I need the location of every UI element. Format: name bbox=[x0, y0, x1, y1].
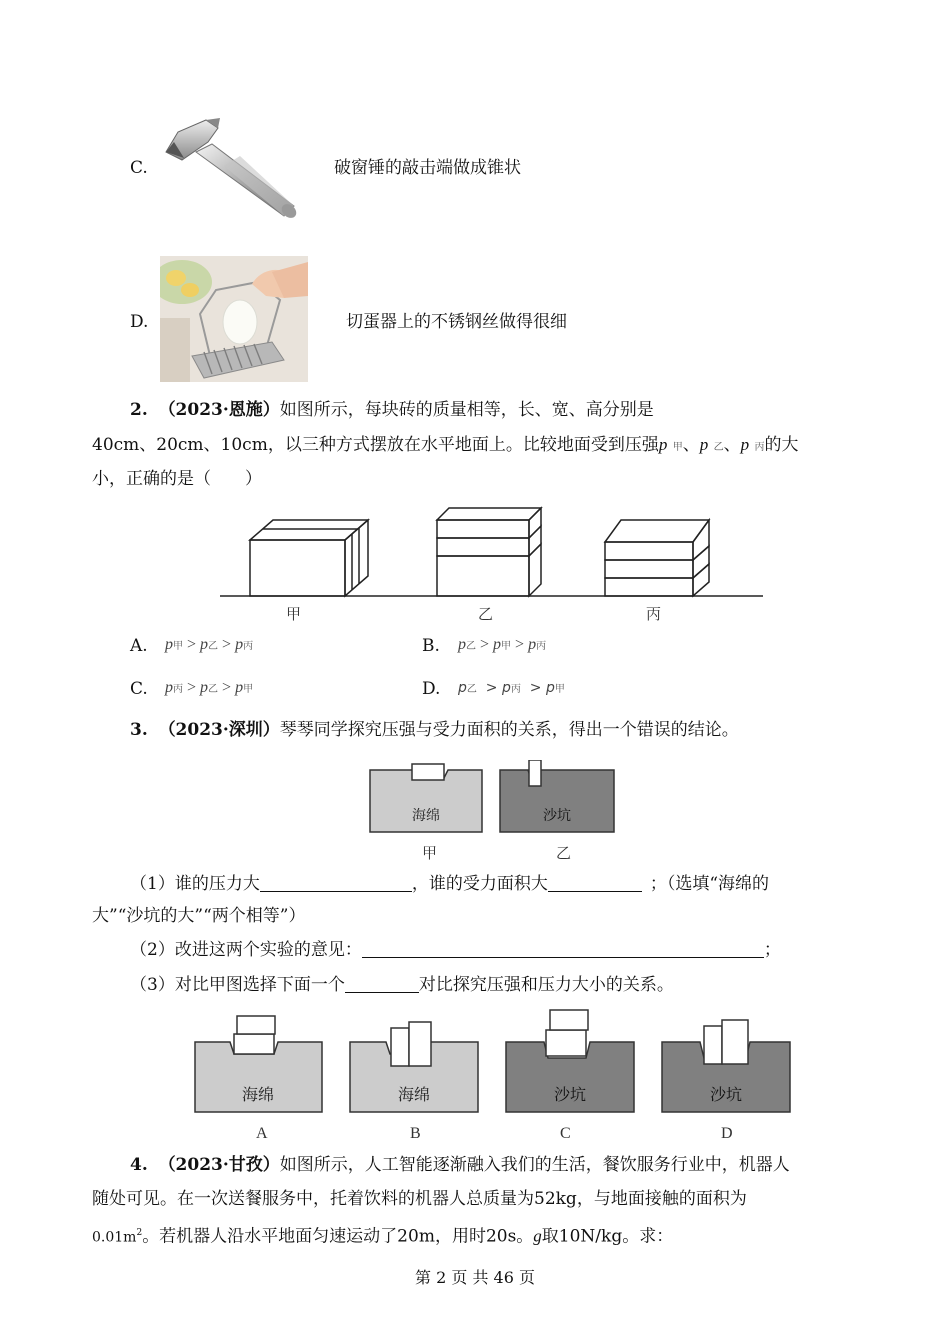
option-c-text: 破窗锤的敲击端做成锥状 bbox=[334, 158, 521, 178]
choice-c-label[interactable]: C bbox=[560, 1125, 571, 1142]
q2-stem-line2: 40cm、20cm、10cm，以三种方式摆放在水平地面上。比较地面受到压强p 甲、p 乙、p 丙的大 bbox=[92, 435, 799, 455]
q3-sub3: （3）对比甲图选择下面一个 对比探究压强和压力大小的关系。 bbox=[130, 975, 674, 995]
q4-stem-line3: $0.01m^2$。若机器人沿水平地面匀速运动了20m，用时20s。g取10N/kg。求： bbox=[92, 1226, 674, 1247]
q2-option-d-expression: p乙 > p丙 > p甲 bbox=[458, 680, 565, 696]
q3-sub1-line2: 大”“沙坑的大”“两个相等”） bbox=[92, 906, 306, 926]
q2-option-c[interactable]: C. bbox=[130, 679, 148, 699]
choice-b-box-label: 海绵 bbox=[397, 1085, 431, 1104]
option-c-label: C. bbox=[130, 158, 148, 178]
comparison-choices-figure bbox=[190, 1006, 792, 1118]
q3-sub1-line1: （1）谁的压力大 ，谁的受力面积大 ；（选填“海绵的 bbox=[130, 874, 770, 894]
brick-on-sand bbox=[529, 760, 541, 786]
figure-label-bing: 丙 bbox=[646, 605, 662, 623]
improvement-blank[interactable] bbox=[362, 939, 764, 958]
choice-b-label[interactable]: B bbox=[410, 1125, 421, 1142]
contact-area-blank[interactable] bbox=[548, 873, 642, 892]
q2-number: 2. bbox=[130, 400, 148, 420]
q2-source: （2023·恩施） bbox=[158, 400, 280, 420]
choice-a-label[interactable]: A bbox=[256, 1125, 268, 1142]
q4-stem-line2: 随处可见。在一次送餐服务中，托着饮料的机器人总质量为52kg，与地面接触的面积为 bbox=[92, 1189, 747, 1209]
q4-number: 4. bbox=[130, 1155, 148, 1175]
choice-a-box-label: 海绵 bbox=[241, 1085, 275, 1104]
window-breaker-hammer-image bbox=[160, 112, 300, 224]
q2-stem-line1: 2. （2023·恩施）如图所示，每块砖的质量相等，长、宽、高分别是 bbox=[130, 400, 654, 420]
option-d-text: 切蛋器上的不锈钢丝做得很细 bbox=[346, 312, 567, 332]
figure-label-jia: 甲 bbox=[286, 605, 302, 623]
q2-option-a[interactable]: A. bbox=[130, 636, 148, 656]
q2-option-d[interactable]: D. bbox=[422, 679, 441, 699]
q3-sub2: （2）改进这两个实验的意见： ； bbox=[130, 940, 781, 960]
q3-figure-label-yi: 乙 bbox=[556, 844, 572, 862]
q2-option-b[interactable]: B. bbox=[422, 636, 440, 656]
sponge-sand-figure bbox=[368, 760, 618, 836]
egg-slicer-image bbox=[160, 256, 308, 382]
brick-stack-bing bbox=[605, 520, 709, 596]
choice-d-label[interactable]: D bbox=[721, 1125, 733, 1142]
q4-stem-line1: 4. （2023·甘孜）如图所示，人工智能逐渐融入我们的生活，餐饮服务行业中，机器人 bbox=[130, 1155, 790, 1175]
q2-option-a-expression: p甲 > p乙 > p丙 bbox=[165, 636, 254, 653]
brick-stack-yi bbox=[437, 508, 541, 596]
pressure-force-blank[interactable] bbox=[260, 873, 412, 892]
choice-d-box-label: 沙坑 bbox=[709, 1085, 743, 1104]
q3-source: （2023·深圳） bbox=[158, 720, 280, 740]
q3-stem: 3. （2023·深圳）琴琴同学探究压强与受力面积的关系，得出一个错误的结论。 bbox=[130, 720, 739, 740]
brick-stack-jia bbox=[250, 520, 368, 596]
choice-c-box-label: 沙坑 bbox=[553, 1085, 587, 1104]
q2-option-b-expression: p乙 > p甲 > p丙 bbox=[458, 636, 547, 653]
q3-number: 3. bbox=[130, 720, 148, 740]
brick-on-sponge bbox=[412, 764, 444, 780]
sponge-label: 海绵 bbox=[412, 808, 440, 824]
page-footer: 第 2 页 共 46 页 bbox=[415, 1268, 535, 1287]
figure-label-yi: 乙 bbox=[478, 605, 494, 623]
q4-source: （2023·甘孜） bbox=[158, 1155, 280, 1175]
sand-pit-label: 沙坑 bbox=[543, 808, 571, 824]
q3-figure-label-jia: 甲 bbox=[422, 844, 438, 862]
q2-stem-line3: 小，正确的是（ ） bbox=[92, 469, 262, 489]
choice-blank[interactable] bbox=[345, 974, 419, 993]
option-d-label: D. bbox=[130, 312, 149, 332]
q2-option-c-expression: p丙 > p乙 > p甲 bbox=[165, 679, 254, 696]
